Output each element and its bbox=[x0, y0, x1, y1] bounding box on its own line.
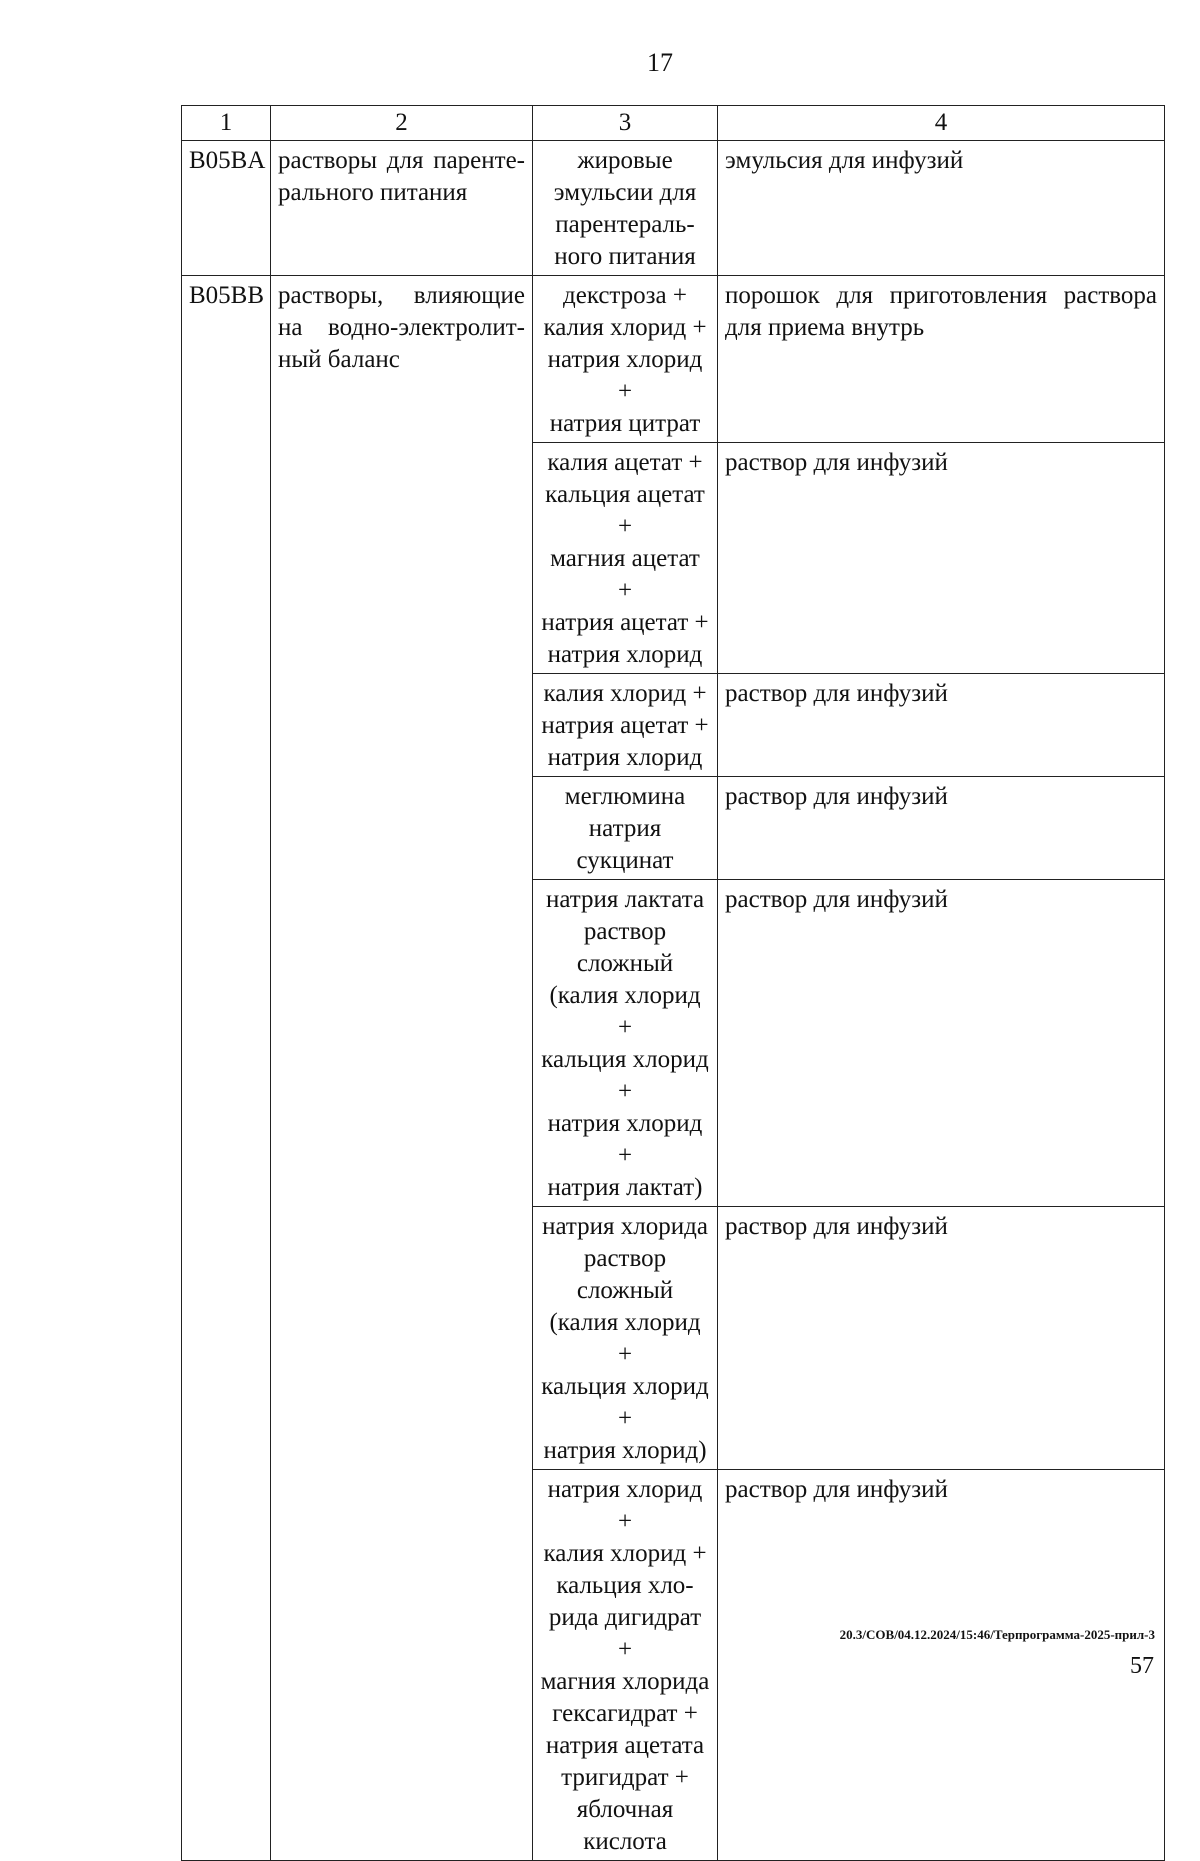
drug-line: сложный bbox=[576, 1277, 674, 1304]
drug-name bbox=[533, 674, 718, 777]
group-name-line: растворы, влияющие bbox=[278, 282, 525, 309]
drug-line: натрия хлорид bbox=[547, 744, 703, 771]
drug-line: натрия цитрат bbox=[549, 410, 701, 437]
drug-line: (калия хлорид + bbox=[549, 982, 701, 1041]
drug-name bbox=[533, 276, 718, 443]
group-name bbox=[271, 276, 533, 1861]
header-col-3: 3 bbox=[533, 106, 718, 141]
drug-line: магния хлорида bbox=[540, 1668, 710, 1695]
drug-line: меглюмина bbox=[564, 783, 686, 810]
drug-name bbox=[533, 141, 718, 276]
drug-line: сложный bbox=[576, 950, 674, 977]
drug-line: кальция хлорид + bbox=[541, 1373, 709, 1432]
dosage-form: раствор для инфузий bbox=[718, 1470, 1165, 1861]
page-number-top: 17 bbox=[647, 48, 673, 77]
dosage-form: раствор для инфузий bbox=[718, 777, 1165, 880]
drug-line: тригидрат + bbox=[561, 1764, 689, 1791]
drug-line: кальция ацетат + bbox=[545, 481, 705, 540]
document-stamp: 20.3/СОВ/04.12.2024/15:46/Терпрограмма-2025-прил-3 bbox=[839, 1627, 1155, 1642]
drug-line: рида дигидрат + bbox=[548, 1604, 702, 1663]
dosage-form: порошок для приготовления раствора для приема внутрь bbox=[718, 276, 1165, 443]
drug-name bbox=[533, 880, 718, 1207]
dosage-form: раствор для инфузий bbox=[718, 880, 1165, 1207]
header-col-1: 1 bbox=[182, 106, 271, 141]
drug-line: яблочная bbox=[576, 1796, 674, 1823]
header-col-2: 2 bbox=[271, 106, 533, 141]
group-name-line: растворы для паренте- bbox=[278, 147, 525, 174]
drug-line: калия хлорид + bbox=[543, 680, 707, 707]
drug-line: натрия лактат) bbox=[547, 1174, 703, 1201]
table-header-row bbox=[182, 106, 1165, 141]
group-name bbox=[271, 141, 533, 276]
drug-line: натрия хлорид + bbox=[547, 1476, 703, 1535]
drug-line: гексагидрат + bbox=[552, 1700, 698, 1727]
drug-name bbox=[533, 777, 718, 880]
drug-line: раствор bbox=[583, 1245, 667, 1272]
atc-code: B05BB bbox=[182, 276, 271, 1861]
dosage-form: раствор для инфузий bbox=[718, 1207, 1165, 1470]
atc-code: B05BA bbox=[182, 141, 271, 276]
drug-line: раствор bbox=[583, 918, 667, 945]
drug-line: кальция хло- bbox=[556, 1572, 694, 1599]
drug-line: магния ацетат + bbox=[550, 545, 700, 604]
table-row bbox=[182, 141, 1165, 276]
drug-line: натрия хлорид + bbox=[547, 346, 703, 405]
drug-line: натрия ацетат + bbox=[541, 609, 709, 636]
group-name-line: на водно-электролит- bbox=[278, 314, 525, 341]
drug-table bbox=[181, 105, 1165, 1861]
dosage-form: эмульсия для инфузий bbox=[718, 141, 1165, 276]
drug-name bbox=[533, 1207, 718, 1470]
drug-line: калия ацетат + bbox=[547, 449, 703, 476]
drug-line: ного питания bbox=[554, 243, 696, 270]
page-number-bottom: 57 bbox=[1130, 1653, 1154, 1679]
drug-line: кислота bbox=[583, 1828, 667, 1855]
dosage-form: раствор для инфузий bbox=[718, 674, 1165, 777]
drug-line: натрия bbox=[588, 815, 662, 842]
drug-line: сукцинат bbox=[576, 847, 674, 874]
drug-line: кальция хлорид + bbox=[541, 1046, 709, 1105]
drug-line: натрия ацетата bbox=[545, 1732, 705, 1759]
table-row bbox=[182, 276, 1165, 443]
group-name-line: рального питания bbox=[278, 179, 468, 206]
drug-line: калия хлорид + bbox=[543, 314, 707, 341]
drug-line: натрия хлорид) bbox=[543, 1437, 707, 1464]
drug-line: эмульсии для bbox=[553, 179, 697, 206]
drug-line: жировые bbox=[577, 147, 673, 174]
drug-line: калия хлорид + bbox=[543, 1540, 707, 1567]
drug-name bbox=[533, 443, 718, 674]
header-col-4: 4 bbox=[718, 106, 1165, 141]
drug-line: натрия лактата bbox=[545, 886, 705, 913]
drug-line: натрия хлорид + bbox=[547, 1110, 703, 1169]
drug-line: парентераль- bbox=[555, 211, 695, 238]
drug-line: натрия хлорид bbox=[547, 641, 703, 668]
drug-line: (калия хлорид + bbox=[549, 1309, 701, 1368]
drug-line: натрия ацетат + bbox=[541, 712, 709, 739]
drug-name bbox=[533, 1470, 718, 1861]
group-name-line: ный баланс bbox=[278, 346, 400, 373]
dosage-form: раствор для инфузий bbox=[718, 443, 1165, 674]
drug-line: декстроза + bbox=[563, 282, 687, 309]
drug-line: натрия хлорида bbox=[542, 1213, 708, 1240]
